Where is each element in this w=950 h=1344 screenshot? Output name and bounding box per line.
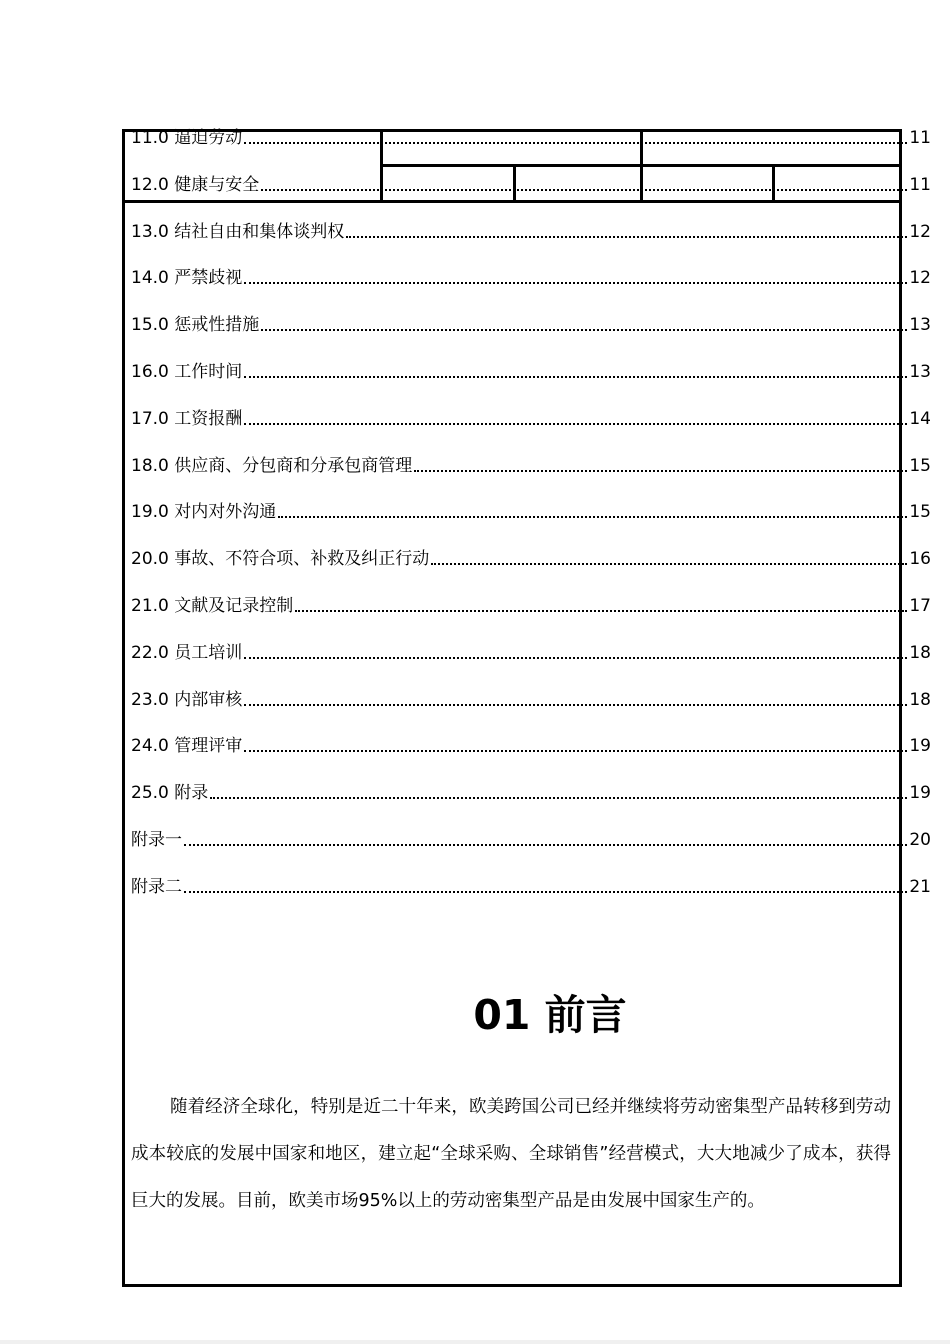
toc-entry-page: 17 — [909, 596, 931, 616]
toc-entry-title: 17.0 工资报酬 — [131, 408, 243, 429]
toc-dot-leader — [210, 797, 907, 799]
grid-bottom-rule — [122, 200, 902, 203]
toc-entry-page: 15 — [909, 455, 931, 476]
toc-entry[interactable] — [131, 265, 931, 289]
intro-paragraph: 随着经济全球化，特别是近二十年来，欧美跨国公司已经并继续将劳动密集型产品转移到劳动成本较底的发展中国家和地区，建立起“全球采购、全球销售”经营模式，大大地减少了成本，获得巨大的发展。目前，欧美市场95%以上的劳动密集型产品是由发展中国家生产的。 — [131, 1097, 891, 1211]
toc-entry-page: 11 — [909, 174, 931, 195]
toc-entry[interactable] — [131, 125, 931, 149]
toc-entry[interactable] — [131, 453, 931, 477]
toc-entry-title: 24.0 管理评审 — [131, 736, 243, 757]
toc-entry-page: 19 — [909, 783, 931, 804]
toc-dot-leader — [346, 236, 907, 238]
toc-entry[interactable] — [131, 827, 931, 851]
toc-entry-title: 12.0 健康与安全 — [131, 174, 260, 195]
toc-entry-title: 13.0 结社自由和集体谈判权 — [131, 221, 345, 242]
toc-entry-page: 12 — [909, 268, 931, 289]
toc-entry-title: 18.0 供应商、分包商和分承包商管理 — [131, 455, 413, 476]
toc-entry-page: 18 — [909, 642, 931, 663]
toc-entry-title: 16.0 工作时间 — [131, 362, 243, 382]
toc-dot-leader — [184, 891, 907, 893]
toc-dot-leader — [261, 189, 907, 191]
toc-entry[interactable] — [131, 546, 931, 570]
section-title: 01 前言 — [473, 991, 627, 1039]
toc-entry-page: 21 — [909, 876, 931, 897]
toc-entry-page: 13 — [909, 315, 931, 336]
toc-entry[interactable] — [131, 406, 931, 430]
toc-entry[interactable] — [131, 172, 931, 196]
toc-dot-leader — [414, 470, 907, 472]
page-bottom-edge — [0, 1340, 950, 1344]
toc-entry-title: 11.0 逼迫劳动 — [131, 128, 243, 148]
toc-entry-title: 附录二 — [131, 876, 182, 897]
toc-entry[interactable] — [131, 312, 931, 336]
toc-dot-leader — [278, 516, 907, 518]
toc-entry[interactable] — [131, 219, 931, 243]
toc-entry-page: 15 — [909, 502, 931, 523]
toc-dot-leader — [244, 657, 907, 659]
toc-entry[interactable] — [131, 687, 931, 711]
toc-entry-page: 20 — [909, 830, 931, 850]
toc-entry[interactable] — [131, 499, 931, 523]
toc-entry-title: 21.0 文献及记录控制 — [131, 596, 294, 616]
toc-entry-page: 16 — [909, 549, 931, 570]
toc-entry-title: 25.0 附录 — [131, 783, 209, 804]
toc-entry[interactable] — [131, 780, 931, 804]
toc-entry-title: 14.0 严禁歧视 — [131, 268, 243, 289]
toc-entry[interactable] — [131, 359, 931, 383]
toc-dot-leader — [244, 282, 907, 284]
toc-entry-page: 13 — [909, 362, 931, 382]
toc-dot-leader — [184, 844, 907, 846]
toc-entry-title: 19.0 对内对外沟通 — [131, 502, 277, 523]
toc-entry-page: 11 — [909, 128, 931, 148]
toc-entry[interactable] — [131, 640, 931, 664]
toc-entry-title: 15.0 惩戒性措施 — [131, 315, 260, 336]
toc-dot-leader — [244, 704, 907, 706]
toc-entry-page: 14 — [909, 408, 931, 429]
toc-dot-leader — [244, 376, 907, 378]
toc-entry-title: 22.0 员工培训 — [131, 642, 243, 663]
toc-entry-page: 18 — [909, 689, 931, 710]
toc-dot-leader — [244, 423, 907, 425]
toc-entry-title: 20.0 事故、不符合项、补救及纠正行动 — [131, 549, 430, 570]
toc-dot-leader — [295, 610, 907, 612]
toc-dot-leader — [244, 142, 907, 144]
toc-dot-leader — [261, 329, 907, 331]
toc-dot-leader — [431, 563, 907, 565]
toc-entry[interactable] — [131, 593, 931, 617]
toc-entry[interactable] — [131, 874, 931, 898]
toc-entry-title: 附录一 — [131, 830, 182, 850]
toc-entry-title: 23.0 内部审核 — [131, 689, 243, 710]
toc-entry[interactable] — [131, 733, 931, 757]
toc-entry-page: 19 — [909, 736, 931, 757]
toc-dot-leader — [244, 750, 907, 752]
toc-entry-page: 12 — [909, 221, 931, 242]
